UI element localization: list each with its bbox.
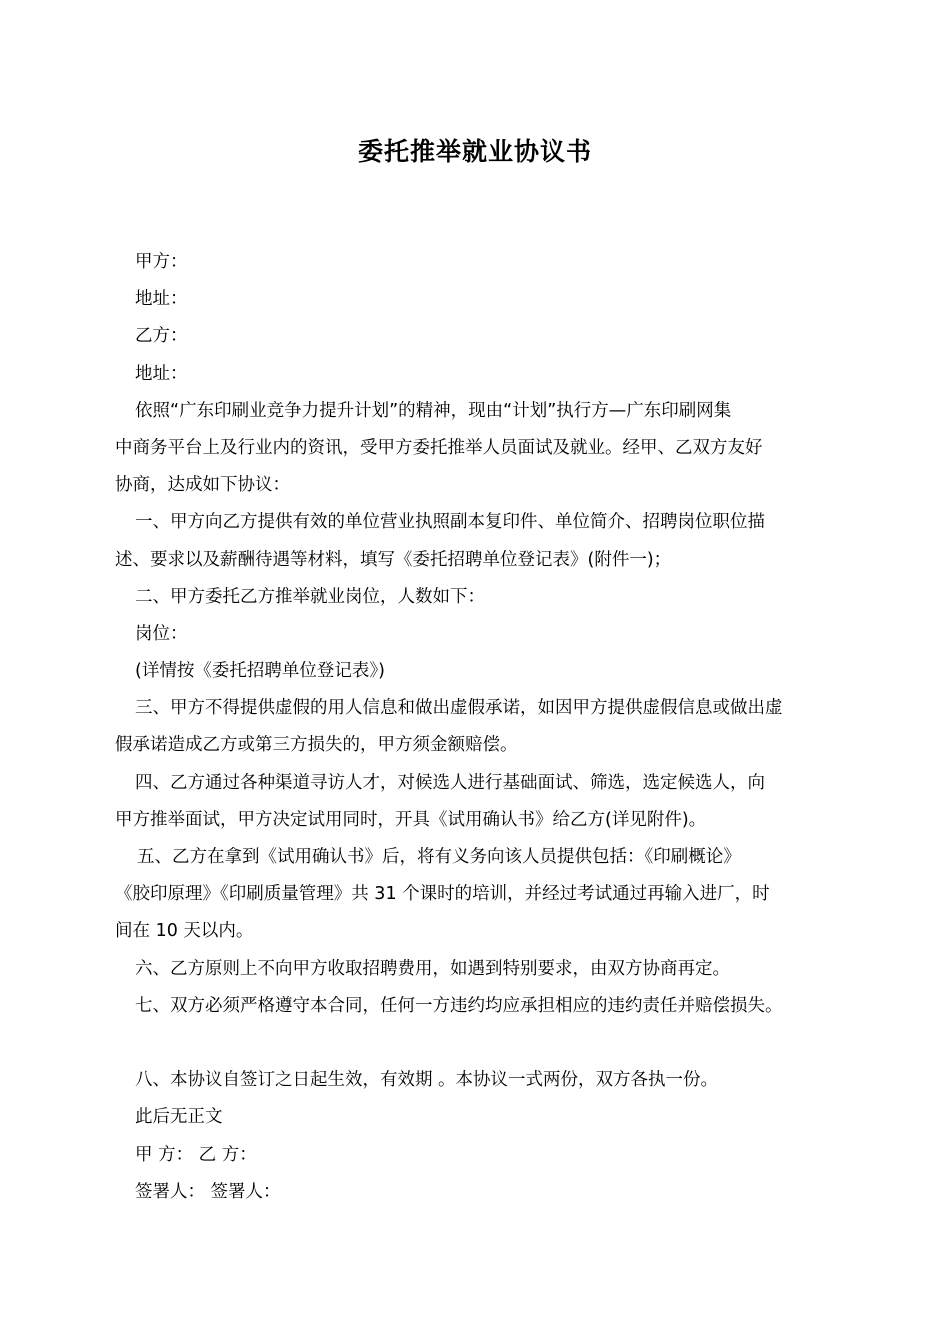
signature-parties-line: 甲 方： 乙 方： [135,1144,257,1165]
party-a-address-label: 地址： [135,289,188,310]
end-of-text-note: 此后无正文 [135,1107,223,1128]
clause-4-line: 四、乙方通过各种渠道寻访人才，对候选人进行基础面试、筛选，选定候选人，向 [135,772,765,793]
party-b-label: 乙方： [135,326,188,347]
document-title: 委托推举就业协议书 [357,137,592,166]
clause-1-line: 述、要求以及薪酬待遇等材料，填写《委托招聘单位登记表》(附件一)； [115,549,672,570]
clause-3-line: 假承诺造成乙方或第三方损失的，甲方须金额赔偿。 [115,735,518,756]
preamble-line: 依照“广东印刷业竞争力提升计划”的精神，现由“计划”执行方—广东印刷网集 [135,400,732,421]
clause-3-line: 三、甲方不得提供虚假的用人信息和做出虚假承诺，如因甲方提供虚假信息或做出虚 [135,698,783,719]
clause-5-line: 间在 10 天以内。 [115,921,254,942]
preamble-line: 协商，达成如下协议： [115,475,290,496]
clause-6-line: 六、乙方原则上不向甲方收取招聘费用，如遇到特别要求，由双方协商再定。 [135,958,730,979]
spacer [115,1025,845,1062]
position-label: 岗位： [135,623,188,644]
clause-4-line: 甲方推举面试，甲方决定试用同时，开具《试用确认书》给乙方(详见附件)。 [115,809,707,830]
party-a-label: 甲方： [135,252,188,272]
document-body [115,244,845,1211]
position-details-note: (详情按《委托招聘单位登记表》) [135,661,385,682]
clause-7-line: 七、双方必须严格遵守本合同，任何一方违约均应承担相应的违约责任并赔偿损失。 [135,995,783,1016]
clause-1-line: 一、甲方向乙方提供有效的单位营业执照副本复印件、单位简介、招聘岗位职位描 [135,512,765,533]
party-b-address-label: 地址： [135,363,188,384]
clause-8-line: 八、本协议自签订之日起生效，有效期 。本协议一式两份，双方各执一份。 [135,1070,719,1091]
clause-5-line: 五、乙方在拿到《试用确认书》后，将有义务向该人员提供包括：《印刷概论》 [137,847,741,867]
clause-2-line: 二、甲方委托乙方推举就业岗位，人数如下： [135,586,485,607]
clause-5-line: 《胶印原理》《印刷质量管理》共 31 个课时的培训，并经过考试通过再输入进厂，时 [115,884,770,905]
signatories-line: 签署人： 签署人： [135,1181,281,1202]
preamble-line: 中商务平台上及行业内的资讯，受甲方委托推举人员面试及就业。经甲、乙双方友好 [115,437,763,458]
